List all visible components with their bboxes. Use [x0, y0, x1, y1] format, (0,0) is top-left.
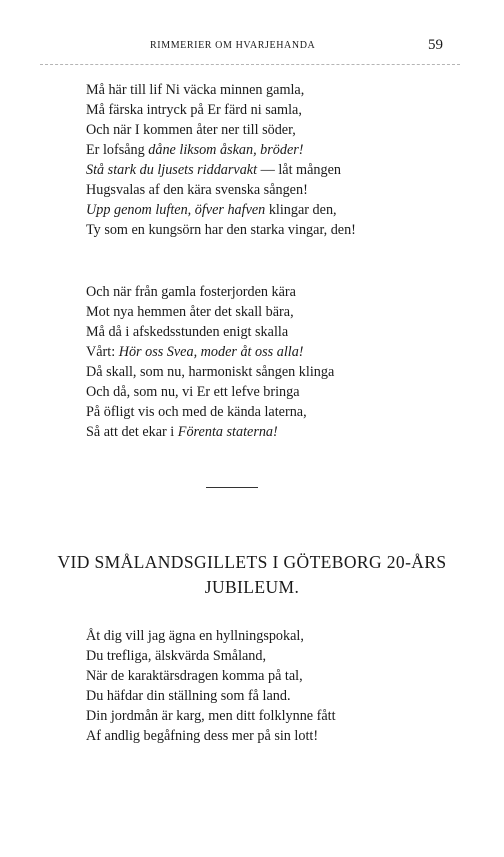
verse-line: Mot nya hemmen åter det skall bära, [86, 304, 294, 320]
stanza-2 [86, 282, 334, 442]
verse-line: Må här till lif Ni väcka minnen gamla, [86, 82, 305, 98]
verse-line: Af andlig begåfning dess mer på sin lott! [86, 728, 319, 744]
verse-line: Upp genom luften, öfver hafven klingar den, [86, 202, 337, 218]
verse-line: Må färska intryck på Er färd ni samla, [86, 102, 302, 118]
verse-line: Må då i afskedsstunden enigt skalla [86, 324, 289, 340]
verse-line: Stå stark du ljusets riddarvakt — låt mången [86, 162, 341, 178]
verse-line: Och då, som nu, vi Er ett lefve bringa [86, 384, 300, 400]
verse-line: På öfligt vis och med de kända laterna, [86, 404, 307, 420]
poem-title: VID SMÅLANDSGILLETS I GÖTEBORG 20-ÅRS [57, 552, 447, 572]
verse-line: Vårt: Hör oss Svea, moder åt oss alla! [86, 344, 304, 360]
verse-line: Så att det ekar i Förenta staterna! [86, 424, 278, 440]
verse-line: Din jordmån är karg, men ditt folklynne fått [86, 708, 336, 724]
verse-line: Åt dig vill jag ägna en hyllningspokal, [86, 628, 304, 644]
verse-line: När de karaktärsdragen komma på tal, [86, 668, 303, 684]
running-title: RIMMERIER OM HVARJEHANDA [150, 40, 316, 51]
header-rule [40, 64, 460, 65]
verse-line: Du häfdar din ställning som få land. [86, 688, 291, 704]
verse-line: Ty som en kungsörn har den starka vingar, den! [86, 222, 356, 238]
stanza-1 [86, 80, 356, 240]
verse-line: Då skall, som nu, harmoniskt sången klinga [86, 364, 335, 380]
verse-line: Hugsvalas af den kära svenska sången! [86, 182, 308, 198]
running-head [0, 37, 504, 54]
poem-title-continued: JUBILEUM. [204, 577, 300, 597]
page-number: 59 [428, 37, 443, 53]
stanza-3 [86, 626, 336, 746]
verse-line: Och när I kommen åter ner till söder, [86, 122, 296, 138]
verse-line: Er lofsång dåne liksom åskan, bröder! [86, 142, 304, 158]
verse-line: Du trefliga, älskvärda Småland, [86, 648, 267, 664]
verse-line: Och när från gamla fosterjorden kära [86, 284, 296, 300]
section-divider [206, 487, 258, 488]
